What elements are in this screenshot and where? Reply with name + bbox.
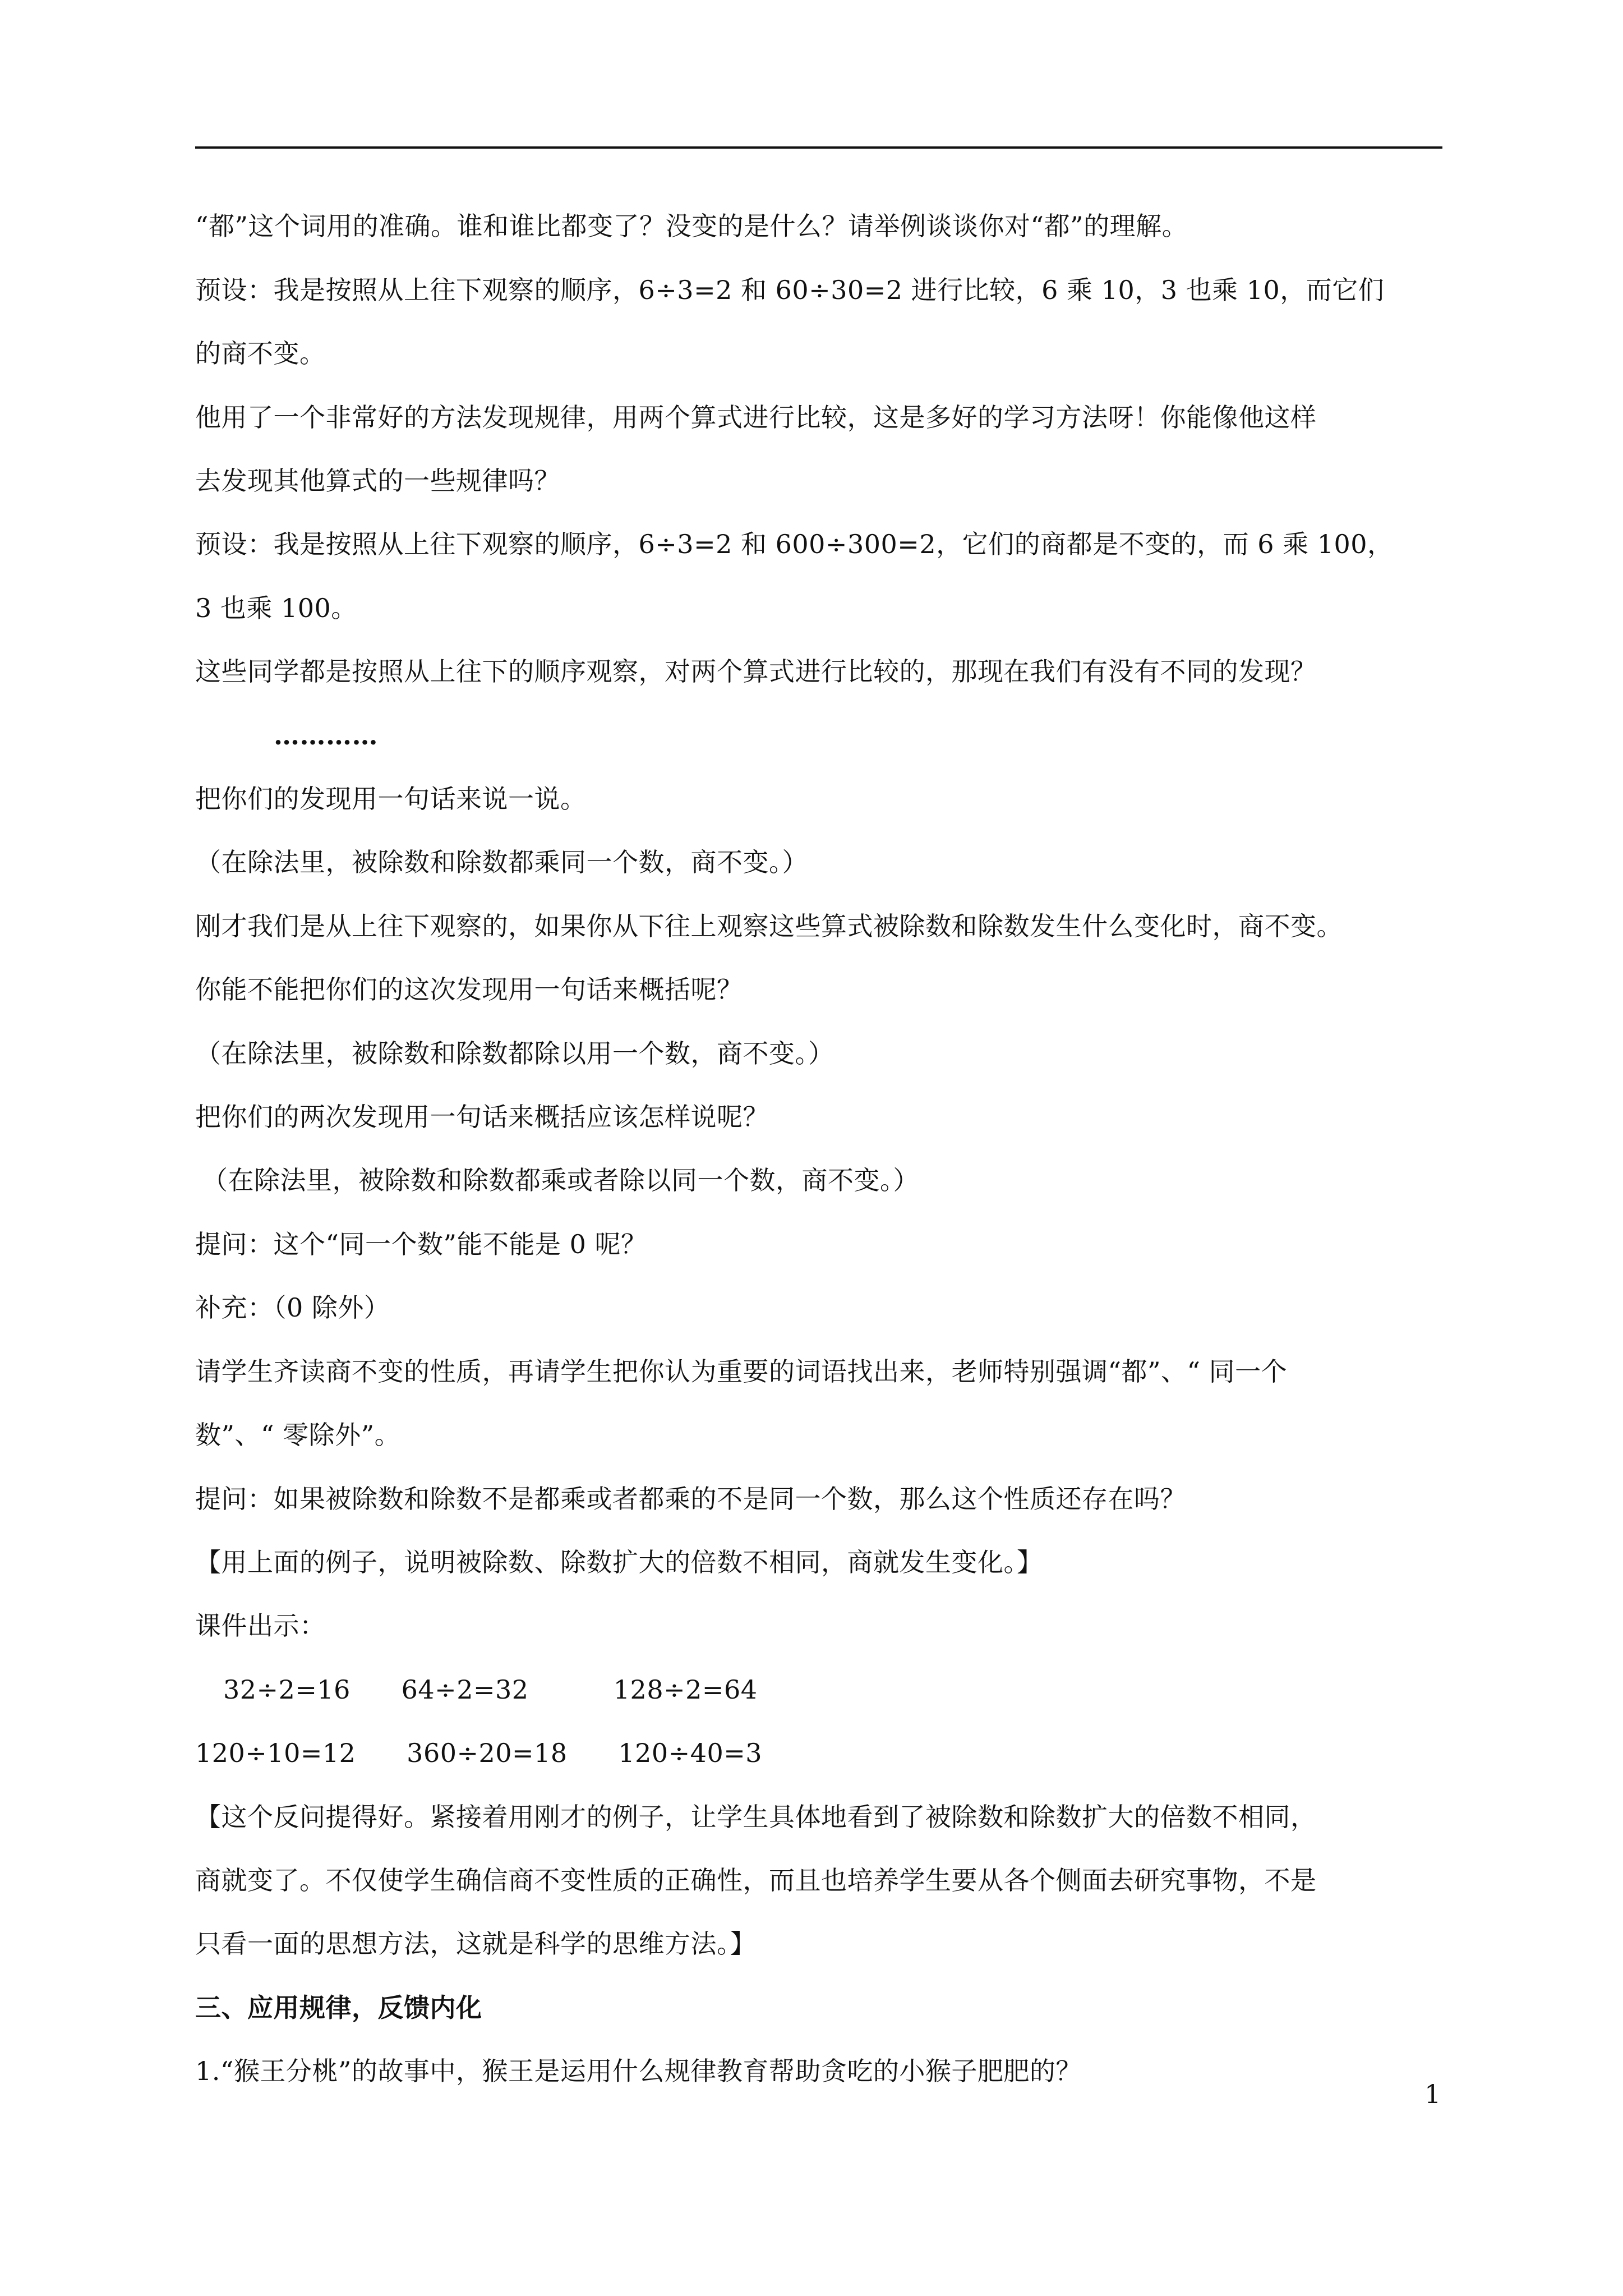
text-line: 数”、“ 零除外”。: [195, 1420, 401, 1450]
equation-line: 32÷2=16 64÷2=32 128÷2=64: [223, 1674, 758, 1705]
text-line: 【用上面的例子，说明被除数、除数扩大的倍数不相同，商就发生变化。】: [195, 1547, 1043, 1577]
text-line: 提问：这个“同一个数”能不能是 0 呢？: [195, 1229, 647, 1259]
text-line: 只看一面的思想方法，这就是科学的思维方法。】: [195, 1929, 756, 1959]
text-line: 3 也乘 100。: [195, 593, 357, 623]
text-line: 这些同学都是按照从上往下的顺序观察，对两个算式进行比较的，那现在我们有没有不同的发现？: [195, 656, 1317, 687]
text-line: （在除法里，被除数和除数都除以用一个数，商不变。）: [195, 1038, 834, 1069]
section-heading: 三、应用规律，反馈内化: [195, 1993, 482, 2023]
text-line: 去发现其他算式的一些规律吗？: [195, 466, 560, 496]
text-line: 课件出示：: [195, 1611, 326, 1641]
text-line: 商就变了。不仅使学生确信商不变性质的正确性，而且也培养学生要从各个侧面去研究事物，不是: [195, 1865, 1317, 1895]
text-line: 刚才我们是从上往下观察的，如果你从下往上观察这些算式被除数和除数发生什么变化时，商不变。: [195, 911, 1343, 941]
header-rule: [195, 146, 1442, 149]
text-line: （在除法里，被除数和除数都乘同一个数，商不变。）: [195, 847, 808, 877]
text-line: 提问：如果被除数和除数不是都乘或者都乘的不是同一个数，那么这个性质还存在吗？: [195, 1484, 1186, 1514]
text-line: 补充：（0 除外）: [195, 1292, 390, 1323]
text-line: 他用了一个非常好的方法发现规律，用两个算式进行比较，这是多好的学习方法呀！你能像他这样: [195, 402, 1317, 432]
text-line: 把你们的发现用一句话来说一说。: [195, 784, 587, 814]
text-line: “都”这个词用的准确。谁和谁比都变了？没变的是什么？请举例谈谈你对“都”的理解。: [195, 211, 1188, 241]
ellipsis-line: …………: [274, 720, 378, 751]
text-line: 【这个反问提得好。紧接着用刚才的例子，让学生具体地看到了被除数和除数扩大的倍数不相同，: [195, 1802, 1317, 1832]
text-line: （在除法里，被除数和除数都乘或者除以同一个数，商不变。）: [202, 1165, 919, 1195]
text-line: 你能不能把你们的这次发现用一句话来概括呢？: [195, 974, 743, 1005]
text-line: 把你们的两次发现用一句话来概括应该怎样说呢？: [195, 1102, 769, 1132]
text-line: 预设：我是按照从上往下观察的顺序，6÷3=2 和 600÷300=2，它们的商都是不变的，而 6 乘 100，: [195, 529, 1394, 559]
equation-line: 120÷10=12 360÷20=18 120÷40=3: [195, 1738, 763, 1768]
text-line: 1.“猴王分桃”的故事中，猴王是运用什么规律教育帮助贪吃的小猴子肥肥的？: [195, 2056, 1082, 2086]
text-line: 预设：我是按照从上往下观察的顺序，6÷3=2 和 60÷30=2 进行比较，6 乘 10，3 也乘 10，而它们: [195, 275, 1385, 305]
text-line: 请学生齐读商不变的性质，再请学生把你认为重要的词语找出来，老师特别强调“都”、“ 同一个: [195, 1356, 1288, 1387]
page-number: 1: [1424, 2079, 1441, 2109]
text-line: 的商不变。: [195, 338, 326, 369]
